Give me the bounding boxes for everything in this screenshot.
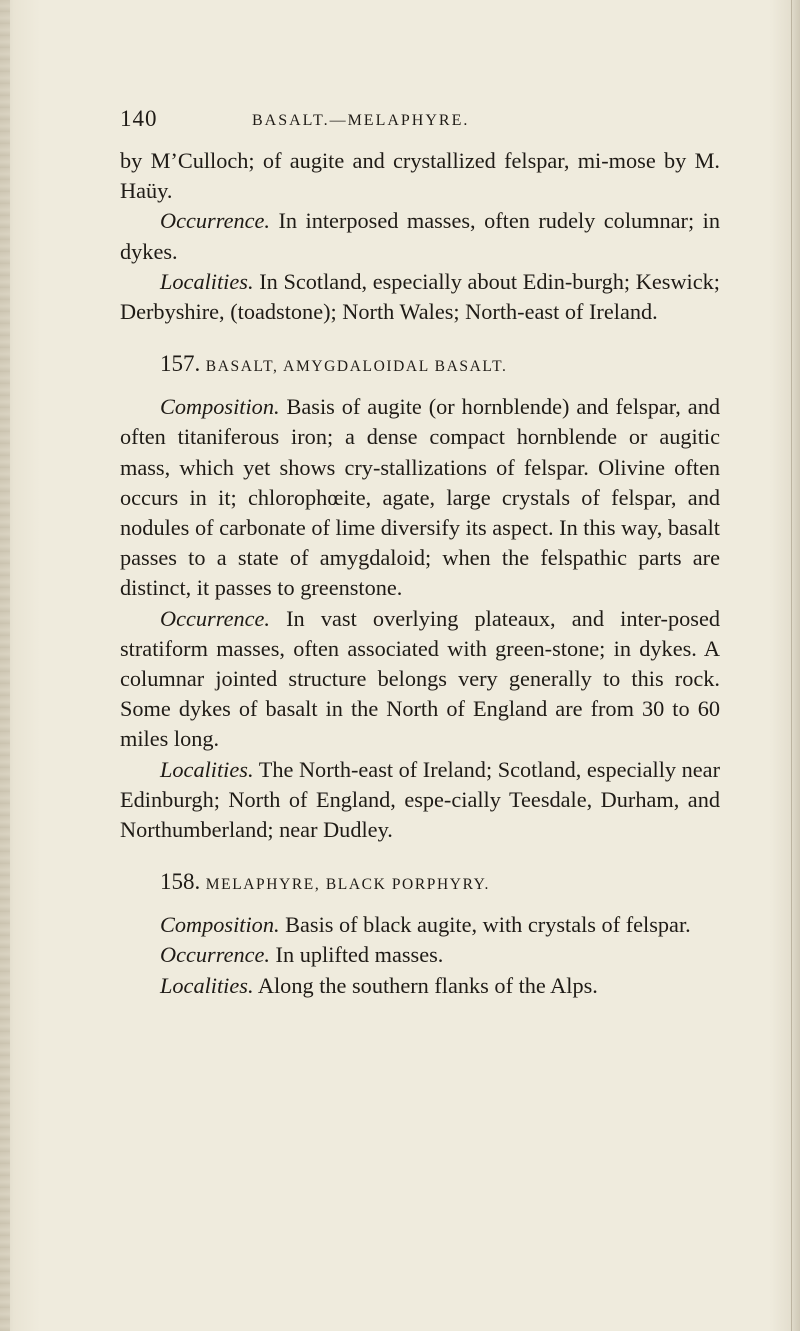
composition-text: Basis of augite (or hornblende) and felspar, and often titaniferous iron; a dense compact hornblende or augitic mass, which yet shows cry-stallizations of felspar. Olivine often occurs in it; chlorophœite, agate, large crystals of felspar, and nodules of carbonate of lime diversify its aspect. In this way, basalt passes to a state of amygdaloid; when the felspathic parts are distinct, it passes to greenstone.: [120, 394, 720, 601]
section-158-localities: [120, 971, 720, 1001]
section-157-composition: [120, 392, 720, 603]
intro-occurrence-paragraph: [120, 206, 720, 266]
composition-label: Composition.: [160, 394, 280, 420]
occurrence-label: Occurrence.: [160, 605, 270, 631]
occurrence-text: In vast overlying plateaux, and inter-posed stratiform masses, often associated with green-stone; in dykes. A columnar jointed structure belongs very generally to this rock. Some dykes of basalt in the North of England are from 30 to 60 miles long.: [120, 605, 720, 752]
section-158-composition: [120, 910, 720, 940]
occurrence-text: In uplifted masses.: [269, 942, 444, 968]
localities-text: In Scotland, especially about Edin-burgh; Keswick; Derbyshire, (toadstone); North Wales; North-east of Ireland.: [120, 268, 720, 325]
localities-label: Localities.: [160, 756, 254, 782]
localities-label: Localities.: [160, 972, 254, 998]
section-157-occurrence: [120, 604, 720, 755]
intro-text: by M’Culloch; of augite and crystallized felspar, mi-mose by M. Haüy.: [120, 148, 720, 204]
localities-text: Along the southern flanks of the Alps.: [253, 972, 598, 998]
page-number: 140: [120, 106, 158, 131]
running-head: BASALT.—MELAPHYRE.: [252, 112, 470, 129]
page-header: [120, 106, 720, 140]
section-158-number: 158.: [160, 869, 201, 895]
section-157-title: BASALT, AMYGDALOIDAL BASALT.: [205, 358, 508, 376]
section-157-number: 157.: [160, 351, 201, 377]
intro-paragraph: [120, 146, 720, 206]
section-158-title: MELAPHYRE, BLACK PORPHYRY.: [205, 876, 490, 894]
page-right-edge: [791, 0, 792, 1331]
occurrence-text: In interposed masses, often rudely columnar; in dykes.: [120, 208, 720, 264]
occurrence-label: Occurrence.: [160, 942, 270, 968]
occurrence-label: Occurrence.: [160, 208, 270, 234]
localities-label: Localities.: [160, 268, 254, 294]
section-157-localities: [120, 755, 720, 846]
page-body: [120, 146, 720, 1001]
section-158-occurrence: [120, 940, 720, 970]
section-157-heading: [160, 349, 720, 382]
composition-label: Composition.: [160, 912, 280, 938]
composition-text: Basis of black augite, with crystals of felspar.: [279, 912, 691, 938]
intro-localities-paragraph: [120, 267, 720, 327]
section-158-heading: [160, 867, 720, 900]
page-binding-edge: [0, 0, 10, 1331]
localities-text: The North-east of Ireland; Scotland, especially near Edinburgh; North of England, espe-cially Teesdale, Durham, and Northumberland; near Dudley.: [120, 756, 720, 843]
